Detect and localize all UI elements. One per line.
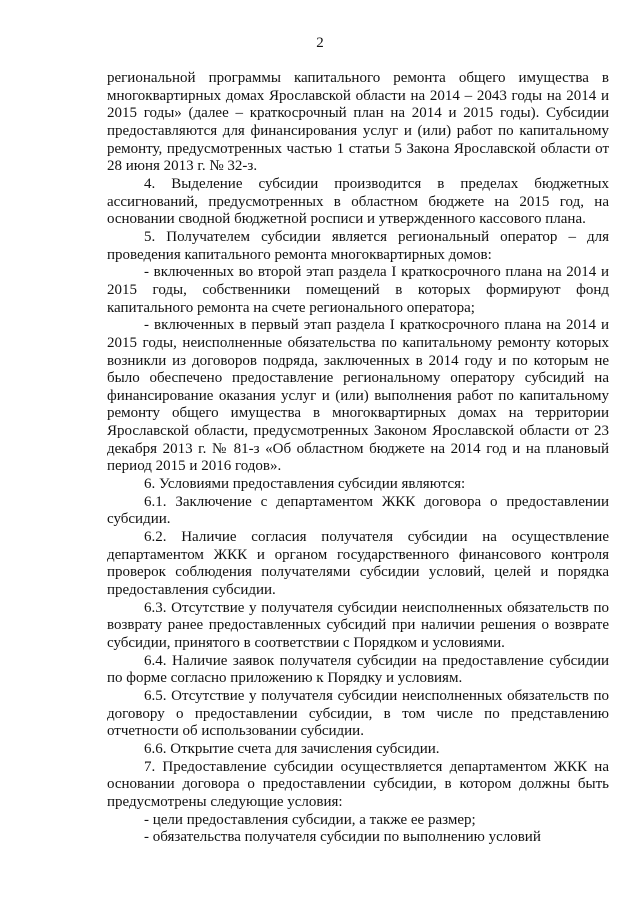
list-item-goals: - цели предоставления субсидии, а также ее размер;: [144, 811, 476, 828]
page-number: 2: [316, 35, 324, 51]
paragraph-6-3: 6.3. Отсутствие у получателя субсидии неисполненных обязательств по возврату ранее предоставленных субсидий при наличии решения о возврате субсидии, принятого в соответствии с Порядком и условиями.: [107, 599, 609, 651]
paragraph-6-6: 6.6. Открытие счета для зачисления субсидии.: [144, 740, 440, 757]
document-body: [107, 70, 609, 847]
paragraph-4-allocation: 4. Выделение субсидии производится в пределах бюджетных ассигнований, предусмотренных в областном бюджете на 2015 год, на основании сводной бюджетной росписи и утвержденного кассового плана.: [107, 175, 609, 228]
paragraph-5-recipient: 5. Получателем субсидии является региональный оператор – для проведения капитального ремонта многоквартирных домов:: [107, 228, 609, 263]
paragraph-6-5: 6.5. Отсутствие у получателя субсидии неисполненных обязательств по договору о предоставлении субсидии, в том числе по представлению отчетности об использовании субсидии.: [107, 687, 609, 740]
paragraph-6-4: 6.4. Наличие заявок получателя субсидии на предоставление субсидии по форме согласно приложению к Порядку и условиям.: [107, 652, 609, 687]
list-item-second-stage: - включенных во второй этап раздела I краткосрочного плана на 2014 и 2015 годы, собственники помещений в которых формируют фонд капитального ремонта на счете регионального оператора;: [107, 264, 609, 316]
list-item-first-stage: - включенных в первый этап раздела I краткосрочного плана на 2014 и 2015 годы, неисполненные обязательства по капитальному ремонту которых возникли из договоров подряда, заключенных в 2014 году и по которым не было обеспечено предоставление региональному оператору субсидий на финансирование оказания услуг и (или) выполнения работ по капитальному ремонту общего имущества в многоквартирных домах на территории Ярославской области, предусмотренных Законом Ярославской области от 23 декабря 2013 г. № 81-з «Об областном бюджете на 2014 год и на плановый период 2015 и 2016 годов».: [107, 317, 609, 475]
paragraph-6-1: 6.1. Заключение с департаментом ЖКК договора о предоставлении субсидии.: [107, 493, 609, 528]
paragraph-program-continuation: региональной программы капитального ремонта общего имущества в многоквартирных домах Ярославской области на 2014 – 2043 годы на 2014 и 2015 годы» (далее – краткосрочный план на 2014 и 2015 годы). Субсидии предоставляются для финансирования услуг и (или) работ по капитальному ремонту, предусмотренных частью 1 статьи 5 Закона Ярославской области от 28 июня 2013 г. № 32-з.: [107, 70, 609, 175]
paragraph-6-2: 6.2. Наличие согласия получателя субсидии на осуществление департаментом ЖКК и органом государственного финансового контроля проверок соблюдения получателями субсидии условий, целей и порядка предоставления субсидии.: [107, 529, 609, 599]
list-item-obligations: - обязательства получателя субсидии по выполнению условий: [144, 829, 541, 846]
paragraph-6-conditions: 6. Условиями предоставления субсидии являются:: [144, 476, 466, 493]
paragraph-7-provision: 7. Предоставление субсидии осуществляется департаментом ЖКК на основании договора о предоставлении субсидии, в котором должны быть предусмотрены следующие условия:: [107, 758, 609, 810]
